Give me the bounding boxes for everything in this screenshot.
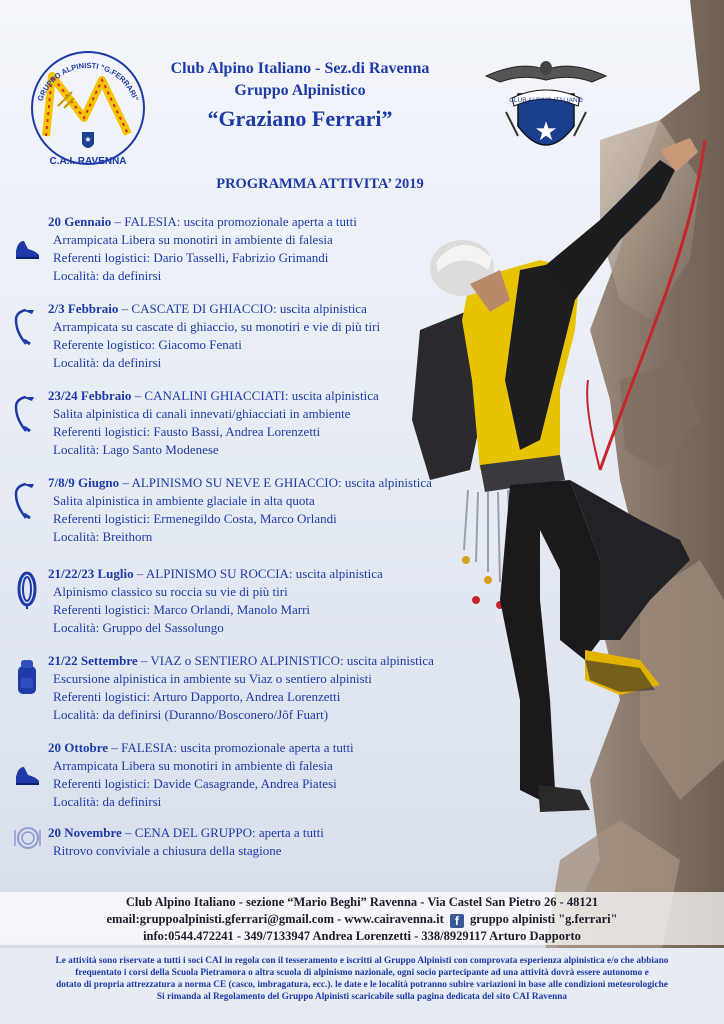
event-detail: Arrampicata Libera su monotiri in ambiente di falesia [53, 758, 333, 773]
event-title: – CANALINI GHIACCIATI: uscita alpinistica [131, 388, 379, 403]
logo-bottom-text: C.A.I. RAVENNA [49, 156, 127, 167]
event-heading [48, 652, 434, 670]
event-detail: Alpinismo classico su roccia su vie di più tiri [53, 584, 288, 599]
event-detail: Escursione alpinistica in ambiente su Viaz o sentiero alpinisti [53, 671, 372, 686]
climbing-shoe-icon [12, 753, 42, 793]
event-detail: Referenti logistici: Davide Casagrande, Andrea Piatesi [53, 776, 337, 791]
event-detail: Località: da definirsi [53, 355, 162, 370]
event-date: 21/22/23 Luglio [48, 566, 134, 581]
event-title: – VIAZ o SENTIERO ALPINISTICO: uscita alpinistica [137, 653, 434, 668]
disclaimer-box [0, 948, 724, 1024]
event-detail: Salita alpinistica in ambiente glaciale in alta quota [53, 493, 315, 508]
event-date: 21/22 Settembre [48, 653, 138, 668]
event-heading [48, 474, 432, 492]
cai-banner-text: CLUB ALPINO ITALIANO [509, 97, 583, 104]
disclaimer-line: Le attività sono riservate a tutti i soci CAI in regola con il tesseramento e iscritti al Gruppo Alpinisti con comprovata esperienza alpinistica e/o che abbiano [55, 956, 669, 966]
ice-axe-icon [12, 480, 42, 520]
event-detail: Salita alpinistica di canali innevati/ghiacciati in ambiente [53, 406, 351, 421]
event-detail: Località: Lago Santo Modenese [53, 442, 219, 457]
event-title: – FALESIA: uscita promozionale aperta a tutti [108, 740, 354, 755]
event-item [48, 387, 379, 459]
event-detail: Referenti logistici: Marco Orlandi, Manolo Marri [53, 602, 311, 617]
event-title: – CASCATE DI GHIACCIO: uscita alpinistica [118, 301, 367, 316]
event-heading [48, 565, 383, 583]
event-detail: Referenti logistici: Dario Tasselli, Fabrizio Grimandi [53, 250, 329, 265]
event-heading [48, 824, 324, 842]
header-line-1: Club Alpino Italiano - Sez.di Ravenna [170, 60, 430, 77]
event-heading [48, 213, 357, 231]
event-date: 23/24 Febbraio [48, 388, 132, 403]
rope-icon [12, 569, 42, 609]
event-date: 20 Novembre [48, 825, 122, 840]
footer-contacts [0, 892, 724, 945]
svg-text:★: ★ [84, 135, 92, 144]
event-date: 20 Gennaio [48, 214, 112, 229]
svg-text:★: ★ [534, 117, 558, 147]
event-item [48, 652, 434, 724]
event-detail: Referenti logistici: Ermenegildo Costa, Marco Orlandi [53, 511, 337, 526]
footer-email-web: email:gruppoalpinisti.gferrari@gmail.com - www.cairavenna.it [106, 912, 444, 926]
event-item [48, 739, 354, 811]
event-item [48, 824, 324, 860]
event-title: – ALPINISMO SU ROCCIA: uscita alpinistica [133, 566, 383, 581]
header-line-3: “Graziano Ferrari” [207, 106, 393, 131]
event-date: 7/8/9 Giugno [48, 475, 120, 490]
event-item [48, 213, 357, 285]
event-date: 20 Ottobre [48, 740, 109, 755]
programme-title: PROGRAMMA ATTIVITA’ 2019 [216, 176, 424, 192]
event-heading [48, 300, 380, 318]
event-title: – FALESIA: uscita promozionale aperta a tutti [111, 214, 357, 229]
event-detail: Località: da definirsi (Duranno/Bosconero/Jôf Fuart) [53, 707, 329, 722]
event-item [48, 300, 380, 372]
event-heading [48, 739, 354, 757]
dinner-plate-icon [12, 818, 42, 858]
event-detail: Località: da definirsi [53, 794, 162, 809]
event-detail: Referenti logistici: Arturo Dapporto, Andrea Lorenzetti [53, 689, 341, 704]
disclaimer-line: dotato di propria attrezzatura a norma CE (casco, imbragatura, ecc.). le date e le località potranno subire variazioni in base alle condizioni meteorologiche [56, 980, 668, 990]
event-detail: Località: Gruppo del Sassolungo [53, 620, 224, 635]
disclaimer-line: Si rimanda al Regolamento del Gruppo Alpinisti scaricabile sulla pagina dedicata del sito CAI Ravenna [156, 992, 568, 1002]
event-item [48, 474, 432, 546]
header-line-2: Gruppo Alpinistico [234, 82, 366, 99]
event-detail: Località: Breithorn [53, 529, 153, 544]
header-title [150, 58, 450, 134]
backpack-icon [12, 658, 42, 698]
event-heading [48, 387, 379, 405]
event-date: 2/3 Febbraio [48, 301, 119, 316]
facebook-icon[interactable]: f [450, 914, 464, 928]
footer-phones: info:0544.472241 - 349/7133947 Andrea Lorenzetti - 338/8929117 Arturo Dapporto [143, 929, 581, 943]
gruppo-alpinisti-logo [22, 46, 154, 172]
event-title: – ALPINISMO SU NEVE E GHIACCIO: uscita alpinistica [119, 475, 432, 490]
event-detail: Arrampicata su cascate di ghiaccio, su monotiri e vie di più tiri [53, 319, 381, 334]
cai-logo [482, 56, 610, 168]
event-detail: Referenti logistici: Fausto Bassi, Andrea Lorenzetti [53, 424, 321, 439]
ice-axe-icon [12, 393, 42, 433]
event-detail: Referente logistico: Giacomo Fenati [53, 337, 242, 352]
event-title: – CENA DEL GRUPPO: aperta a tutti [121, 825, 324, 840]
disclaimer-line: frequentato i corsi della Scuola Pietramora o altra scuola di alpinismo nazionale, ogni socio partecipante ad una attività dovrà essere autonomo e [75, 968, 649, 978]
event-detail: Località: da definirsi [53, 268, 162, 283]
footer-facebook-group[interactable]: gruppo alpinisti "g.ferrari" [469, 912, 618, 926]
event-detail: Ritrovo conviviale a chiusura della stagione [53, 843, 282, 858]
logo-arc-text: GRUPPO ALPINISTI "G.FERRARI" [35, 60, 141, 103]
climbing-shoe-icon [12, 227, 42, 267]
ice-axe-icon [12, 306, 42, 346]
footer-email-line [0, 912, 724, 928]
event-item [48, 565, 383, 637]
footer-address: Club Alpino Italiano - sezione “Mario Beghi” Ravenna - Via Castel San Pietro 26 - 48121 [125, 895, 599, 909]
event-detail: Arrampicata Libera su monotiri in ambiente di falesia [53, 232, 333, 247]
